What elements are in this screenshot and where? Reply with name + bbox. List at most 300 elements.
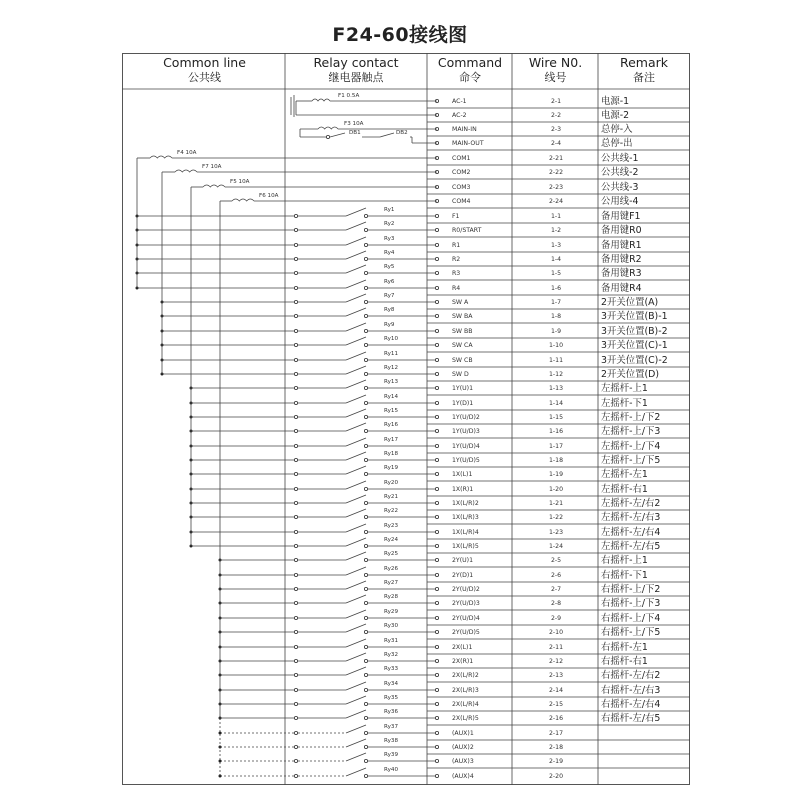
remark-text: 左摇杆-左1 <box>601 469 648 480</box>
relay-label: Ry31 <box>384 638 399 644</box>
remark-text: 总停-出 <box>601 138 633 149</box>
contact-pin <box>364 558 367 561</box>
relay-label: Ry4 <box>384 250 395 256</box>
header-common-line-en: Common line <box>163 55 246 70</box>
remark-text: 右摇杆-左/右5 <box>601 713 661 724</box>
header-remark-zh: 备注 <box>633 71 655 84</box>
relay-contact-blade <box>346 237 366 245</box>
remark-text: 左摇杆-下1 <box>601 398 648 409</box>
remark-text: 右摇杆-上/下2 <box>601 584 661 595</box>
header-wire-no-en: Wire N0. <box>528 55 583 70</box>
contact-pin <box>364 702 367 705</box>
remark-text: 右摇杆-左1 <box>601 642 648 653</box>
contact-pin <box>364 645 367 648</box>
wire-number: 2-17 <box>548 730 564 737</box>
remark-text: 右摇杆-左/右3 <box>601 685 661 696</box>
relay-label: Ry29 <box>384 609 399 615</box>
command-label: R2 <box>452 256 461 263</box>
header-command-zh: 命令 <box>459 71 481 84</box>
fuse-label: F6 10A <box>259 193 279 199</box>
wire-number: 2-8 <box>550 600 562 607</box>
remark-text: 左摇杆-右1 <box>601 484 648 495</box>
contact-pin <box>294 286 297 289</box>
relay-contact-blade <box>346 524 366 532</box>
terminal-dot <box>435 544 438 547</box>
relay-contact-blade <box>346 552 366 560</box>
command-label: (AUX)1 <box>452 730 474 737</box>
relay-contact-blade <box>346 337 366 345</box>
contact-pin <box>294 429 297 432</box>
contact-pin <box>364 429 367 432</box>
remark-text: 公共线-1 <box>601 153 639 164</box>
terminal-dot <box>435 530 438 533</box>
header-command-en: Command <box>437 55 503 70</box>
relay-label: Ry20 <box>384 480 399 486</box>
command-label: COM4 <box>452 198 471 205</box>
contact-pin <box>364 300 367 303</box>
command-label: COM2 <box>452 169 471 176</box>
terminal-dot <box>435 314 438 317</box>
wire-number: 1-21 <box>548 500 564 507</box>
relay-label: Ry16 <box>384 422 399 428</box>
db-switch-blade <box>330 133 345 137</box>
remark-text: 备用键R1 <box>601 240 642 251</box>
wire-number: 1-22 <box>548 514 564 521</box>
wire-number: 1-23 <box>548 529 564 536</box>
header-relay-contact-zh: 继电器触点 <box>328 71 384 84</box>
remark-text: 3开关位置(B)-1 <box>601 311 668 322</box>
relay-contact-blade <box>346 294 366 302</box>
contact-pin <box>294 573 297 576</box>
wire-number: 1-10 <box>548 342 564 349</box>
contact-pin <box>364 487 367 490</box>
remark-text: 右摇杆-上/下4 <box>601 613 661 624</box>
command-label: 2X(L/R)4 <box>452 701 479 708</box>
relay-label: Ry18 <box>384 451 399 457</box>
relay-contact-blade <box>346 280 366 288</box>
remark-text: 右摇杆-上/下3 <box>601 598 661 609</box>
contact-pin <box>294 731 297 734</box>
command-label: R0/START <box>452 227 482 234</box>
relay-label: Ry17 <box>384 437 399 443</box>
relay-label: Ry32 <box>384 652 399 658</box>
contact-pin <box>294 558 297 561</box>
terminal-dot <box>435 745 438 748</box>
contact-pin <box>294 228 297 231</box>
wire-number: 1-20 <box>548 486 564 493</box>
command-label: 1X(L/R)5 <box>452 543 479 550</box>
remark-text: 备用键F1 <box>601 211 641 222</box>
remark-text: 左摇杆-上1 <box>601 383 648 394</box>
terminal-dot <box>435 731 438 734</box>
remark-text: 备用键R2 <box>601 254 642 265</box>
contact-pin <box>364 544 367 547</box>
contact-pin <box>364 257 367 260</box>
remark-text: 总停-入 <box>601 124 633 135</box>
contact-pin <box>294 530 297 533</box>
terminal-dot <box>435 774 438 777</box>
wire-number: 1-3 <box>550 242 562 249</box>
contact-pin <box>364 458 367 461</box>
command-label: 1Y(U/D)5 <box>452 457 480 464</box>
command-label: AC-1 <box>452 98 467 105</box>
remark-text: 备用键R0 <box>601 225 642 236</box>
relay-label: Ry22 <box>384 508 399 514</box>
relay-contact-blade <box>346 595 366 603</box>
remark-text: 电源-1 <box>601 96 630 107</box>
terminal-dot <box>435 271 438 274</box>
remark-text: 右摇杆-下1 <box>601 570 648 581</box>
relay-label: Ry1 <box>384 207 395 213</box>
command-label: 2Y(U/D)2 <box>452 586 480 593</box>
contact-pin <box>294 329 297 332</box>
wire-number: 1-5 <box>550 270 562 277</box>
contact-pin <box>294 472 297 475</box>
contact-pin <box>294 314 297 317</box>
wire-number: 2-21 <box>548 155 564 162</box>
header-common-line-zh: 公共线 <box>188 71 221 84</box>
relay-label: Ry36 <box>384 709 399 715</box>
command-label: AC-2 <box>452 112 467 119</box>
fuse-label: F1 0.5A <box>338 93 360 99</box>
contact-pin <box>294 386 297 389</box>
wire-number: 1-2 <box>550 227 562 234</box>
terminal-dot <box>435 472 438 475</box>
remark-text: 3开关位置(B)-2 <box>601 326 668 337</box>
relay-label: Ry6 <box>384 279 395 285</box>
remark-text: 3开关位置(C)-2 <box>601 355 668 366</box>
contact-pin <box>364 228 367 231</box>
command-label: 2Y(D)1 <box>452 572 474 579</box>
transformer-symbol <box>291 95 294 117</box>
relay-label: Ry23 <box>384 523 399 529</box>
contact-pin <box>364 630 367 633</box>
contact-pin <box>364 314 367 317</box>
fuse-symbol <box>203 185 225 187</box>
contact-pin <box>364 587 367 590</box>
contact-pin <box>294 716 297 719</box>
header-remark-en: Remark <box>619 55 669 70</box>
terminal-dot <box>435 329 438 332</box>
relay-contact-blade <box>346 682 366 690</box>
wire-number: 1-13 <box>548 385 564 392</box>
terminal-dot <box>435 601 438 604</box>
remark-text: 备用键R3 <box>601 268 642 279</box>
relay-contact-blade <box>346 222 366 230</box>
command-label: 2Y(U)1 <box>452 557 474 564</box>
contact-pin <box>364 243 367 246</box>
command-label: R1 <box>452 242 461 249</box>
terminal-dot <box>435 358 438 361</box>
relay-label: Ry39 <box>384 752 399 758</box>
contact-pin <box>294 601 297 604</box>
command-label: 1X(R)1 <box>452 486 474 493</box>
terminal-dot <box>435 444 438 447</box>
relay-contact-blade <box>346 352 366 360</box>
remark-text: 公用线-4 <box>601 196 639 207</box>
fuse-symbol <box>175 170 197 172</box>
contact-pin <box>294 515 297 518</box>
fuse-symbol <box>150 156 172 158</box>
command-label: COM1 <box>452 155 471 162</box>
terminal-dot <box>435 759 438 762</box>
relay-label: Ry5 <box>384 264 395 270</box>
remark-text: 左摇杆-上/下3 <box>601 426 661 437</box>
contact-pin <box>364 601 367 604</box>
terminal-dot <box>435 458 438 461</box>
wire-number: 2-11 <box>548 644 564 651</box>
contact-pin <box>364 659 367 662</box>
remark-text: 右摇杆-上/下5 <box>601 627 661 638</box>
relay-contact-blade <box>346 610 366 618</box>
wire-number: 2-16 <box>548 715 564 722</box>
contact-pin <box>364 616 367 619</box>
wire-number: 1-12 <box>548 371 564 378</box>
command-label: SW BB <box>452 328 473 335</box>
terminal-dot <box>435 243 438 246</box>
wire-number: 2-24 <box>548 198 564 205</box>
command-label: MAIN-IN <box>452 126 477 133</box>
relay-contact-blade <box>346 753 366 761</box>
relay-label: Ry37 <box>384 724 399 730</box>
relay-label: Ry35 <box>384 695 399 701</box>
remark-text: 电源-2 <box>601 110 630 121</box>
command-label: 1Y(U/D)2 <box>452 414 480 421</box>
wire-number: 2-2 <box>550 112 562 119</box>
contact-pin <box>294 630 297 633</box>
command-label: 1Y(D)1 <box>452 400 474 407</box>
wire-number: 1-4 <box>550 256 562 263</box>
contact-pin <box>364 573 367 576</box>
relay-contact-blade <box>346 438 366 446</box>
contact-pin <box>294 745 297 748</box>
wire-number: 1-8 <box>550 313 562 320</box>
wire-number: 2-3 <box>550 126 562 133</box>
contact-pin <box>294 243 297 246</box>
command-label: SW D <box>452 371 469 378</box>
contact-pin <box>364 372 367 375</box>
fuse-label: F4 10A <box>177 150 197 156</box>
command-label: (AUX)3 <box>452 758 474 765</box>
terminal-dot <box>435 286 438 289</box>
relay-contact-blade <box>346 452 366 460</box>
relay-contact-blade <box>346 308 366 316</box>
relay-contact-blade <box>346 696 366 704</box>
command-label: R3 <box>452 270 461 277</box>
relay-contact-blade <box>346 538 366 546</box>
relay-contact-blade <box>346 395 366 403</box>
relay-contact-blade <box>346 380 366 388</box>
wire-number: 1-9 <box>550 328 562 335</box>
contact-pin <box>294 458 297 461</box>
contact-pin <box>294 444 297 447</box>
command-label: F1 <box>452 213 460 220</box>
contact-pin <box>364 688 367 691</box>
contact-pin <box>294 343 297 346</box>
contact-pin <box>364 745 367 748</box>
command-label: (AUX)4 <box>452 773 474 780</box>
relay-contact-blade <box>346 768 366 776</box>
relay-contact-blade <box>346 653 366 661</box>
relay-label: Ry27 <box>384 580 399 586</box>
relay-label: Ry8 <box>384 307 395 313</box>
contact-pin <box>364 731 367 734</box>
relay-label: Ry7 <box>384 293 395 299</box>
relay-contact-blade <box>346 366 366 374</box>
relay-contact-blade <box>346 423 366 431</box>
contact-pin <box>294 415 297 418</box>
relay-contact-blade <box>346 481 366 489</box>
relay-contact-blade <box>346 265 366 273</box>
contact-pin <box>364 329 367 332</box>
contact-pin <box>294 257 297 260</box>
command-label: 1Y(U)1 <box>452 385 474 392</box>
command-label: 1Y(U/D)3 <box>452 428 480 435</box>
contact-pin <box>364 401 367 404</box>
wire-number: 1-1 <box>550 213 562 220</box>
remark-text: 左摇杆-上/下5 <box>601 455 661 466</box>
contact-pin <box>294 372 297 375</box>
remark-text: 公共线-3 <box>601 182 639 193</box>
wire-number: 1-7 <box>550 299 562 306</box>
wire-number: 1-11 <box>548 357 564 364</box>
command-label: SW BA <box>452 313 473 320</box>
relay-contact-blade <box>346 624 366 632</box>
wire-number: 2-23 <box>548 184 564 191</box>
command-label: 1Y(U/D)4 <box>452 443 480 450</box>
command-label: 1X(L)1 <box>452 471 473 478</box>
relay-label: Ry2 <box>384 221 395 227</box>
command-label: SW CB <box>452 357 473 364</box>
terminal-dot <box>435 372 438 375</box>
terminal-dot <box>435 501 438 504</box>
terminal-dot <box>435 429 438 432</box>
terminal-dot <box>435 616 438 619</box>
relay-label: Ry13 <box>384 379 399 385</box>
contact-pin <box>364 271 367 274</box>
terminal-dot <box>435 573 438 576</box>
remark-text: 备用键R4 <box>601 283 642 294</box>
contact-pin <box>294 587 297 590</box>
diagram-title: F24-60接线图 <box>332 24 468 46</box>
contact-pin <box>364 472 367 475</box>
contact-pin <box>294 544 297 547</box>
contact-pin <box>294 616 297 619</box>
command-label: 2X(L/R)3 <box>452 687 479 694</box>
relay-label: Ry9 <box>384 322 395 328</box>
relay-label: Ry38 <box>384 738 399 744</box>
relay-label: Ry14 <box>384 394 399 400</box>
wire-number: 2-14 <box>548 687 564 694</box>
switch-label: DB1 <box>349 130 361 136</box>
remark-text: 2开关位置(D) <box>601 369 659 380</box>
contact-pin <box>294 487 297 490</box>
terminal-dot <box>435 515 438 518</box>
relay-contact-blade <box>346 667 366 675</box>
relay-label: Ry34 <box>384 681 399 687</box>
terminal-dot <box>435 300 438 303</box>
fuse-label: F7 10A <box>202 164 222 170</box>
relay-contact-blade <box>346 725 366 733</box>
wire-number: 2-20 <box>548 773 564 780</box>
command-label: SW A <box>452 299 469 306</box>
wire-number: 1-17 <box>548 443 564 450</box>
wire-number: 2-12 <box>548 658 564 665</box>
terminal-dot <box>435 257 438 260</box>
wire-number: 2-18 <box>548 744 564 751</box>
command-label: SW CA <box>452 342 473 349</box>
terminal-dot <box>435 630 438 633</box>
relay-label: Ry24 <box>384 537 399 543</box>
contact-pin <box>294 401 297 404</box>
relay-label: Ry19 <box>384 465 399 471</box>
db-switch-blade <box>380 133 394 137</box>
terminal-dot <box>435 386 438 389</box>
remark-text: 3开关位置(C)-1 <box>601 340 668 351</box>
remark-text: 左摇杆-左/右4 <box>601 527 661 538</box>
contact-pin <box>364 530 367 533</box>
contact-pin <box>294 774 297 777</box>
relay-contact-blade <box>346 409 366 417</box>
contact-pin <box>364 343 367 346</box>
relay-label: Ry15 <box>384 408 399 414</box>
contact-pin <box>364 759 367 762</box>
remark-text: 公共线-2 <box>601 167 639 178</box>
command-label: MAIN-OUT <box>452 140 484 147</box>
contact-pin <box>364 444 367 447</box>
terminal-dot <box>435 673 438 676</box>
wire-number: 1-14 <box>548 400 564 407</box>
wire-number: 2-5 <box>550 557 562 564</box>
terminal-dot <box>435 228 438 231</box>
command-label: 2X(R)1 <box>452 658 474 665</box>
wire-number: 2-7 <box>550 586 562 593</box>
contact-pin <box>294 659 297 662</box>
command-label: 2X(L/R)2 <box>452 672 479 679</box>
relay-contact-blade <box>346 466 366 474</box>
terminal-dot <box>435 487 438 490</box>
relay-contact-blade <box>346 509 366 517</box>
contact-pin <box>364 716 367 719</box>
terminal-dot <box>435 645 438 648</box>
command-label: 1X(L/R)3 <box>452 514 479 521</box>
wire-number: 2-6 <box>550 572 562 579</box>
terminal-dot <box>435 659 438 662</box>
remark-text: 左摇杆-左/右2 <box>601 498 661 509</box>
contact-pin <box>294 673 297 676</box>
wire-number: 2-1 <box>550 98 562 105</box>
relay-label: Ry12 <box>384 365 399 371</box>
contact-pin <box>294 501 297 504</box>
relay-label: Ry11 <box>384 351 399 357</box>
wire-number: 1-24 <box>548 543 564 550</box>
relay-contact-blade <box>346 251 366 259</box>
wire-number: 2-9 <box>550 615 562 622</box>
terminal-dot <box>435 558 438 561</box>
terminal-dot <box>435 716 438 719</box>
wire-number: 2-13 <box>548 672 564 679</box>
relay-label: Ry26 <box>384 566 399 572</box>
wire-number: 2-4 <box>550 140 562 147</box>
relay-label: Ry3 <box>384 236 395 242</box>
contact-pin <box>364 673 367 676</box>
contact-pin <box>364 386 367 389</box>
terminal-dot <box>435 702 438 705</box>
contact-pin <box>364 515 367 518</box>
command-label: 2Y(U/D)3 <box>452 600 480 607</box>
command-label: 1X(L/R)4 <box>452 529 479 536</box>
contact-pin <box>294 300 297 303</box>
